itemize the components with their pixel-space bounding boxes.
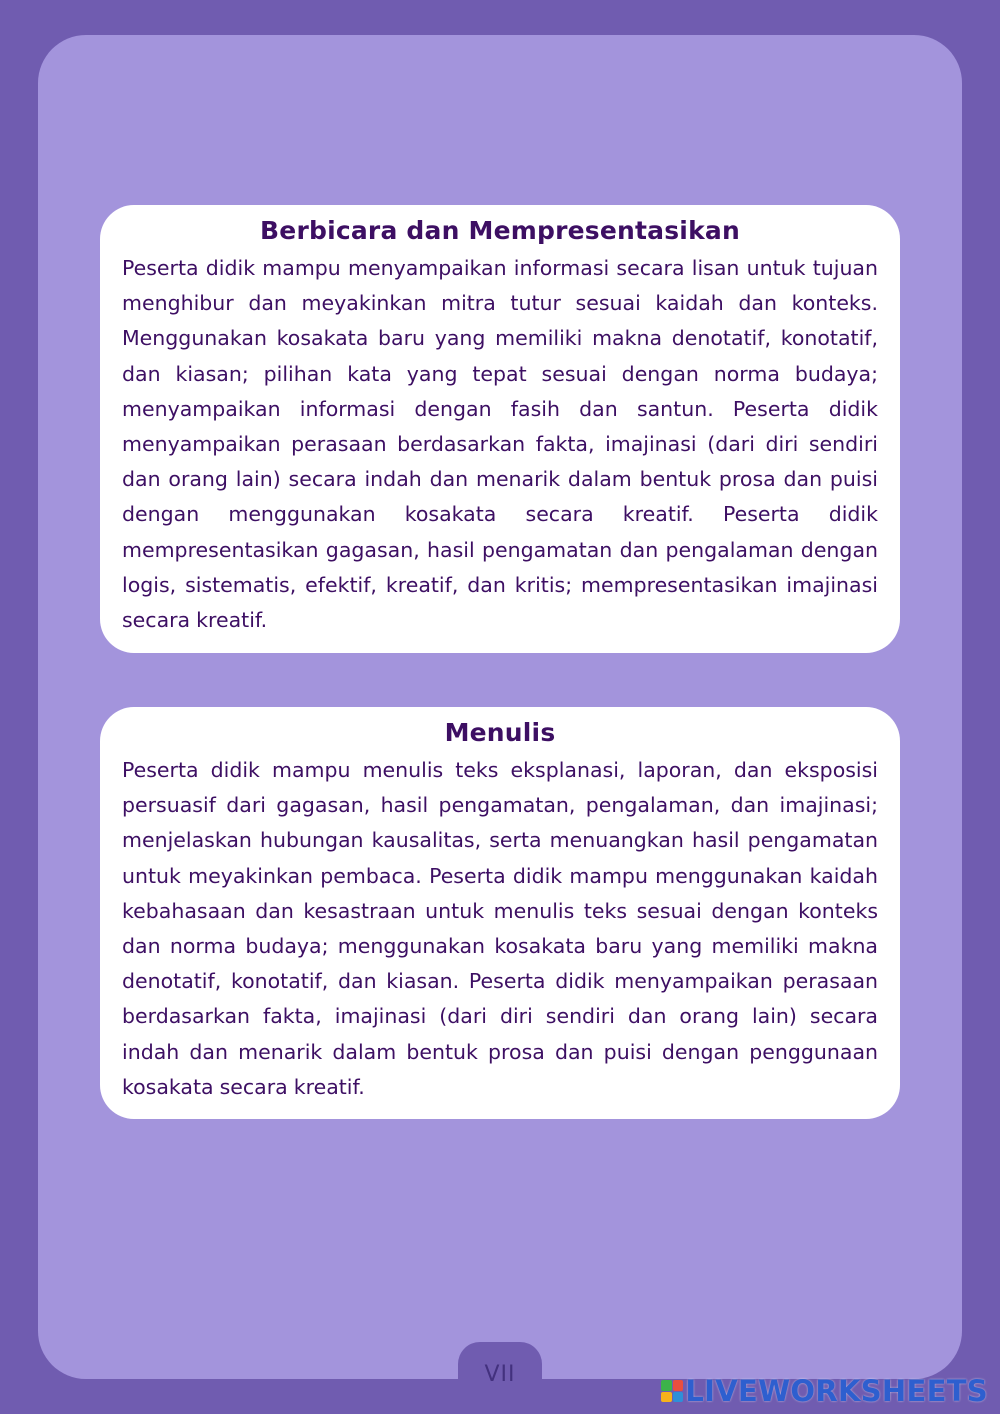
section-title: Menulis [444, 718, 556, 747]
liveworksheets-watermark [661, 1374, 988, 1408]
section-title: Berbicara dan Mempresentasikan [260, 216, 740, 245]
logo-square-yellow [661, 1392, 672, 1403]
section-card-berbicara [100, 205, 900, 653]
liveworksheets-logo-icon [661, 1380, 683, 1402]
logo-square-red [673, 1380, 684, 1391]
page-number-tab [458, 1342, 542, 1414]
section-body: Peserta didik mampu menyampaikan informasi secara lisan untuk tujuan menghibur dan meyakinkan mitra tutur sesuai kaidah dan konteks. Menggunakan kosakata baru yang memiliki makna denotatif, konotatif, dan kiasan; pilihan kata yang tepat sesuai dengan norma budaya; menyampaikan informasi dengan fasih dan santun. Peserta didik menyampaikan perasaan berdasarkan fakta, imajinasi (dari diri sendiri dan orang lain) secara indah dan menarik dalam bentuk prosa dan puisi dengan menggunakan kosakata secara kreatif. Peserta didik mempresentasikan gagasan, hasil pengamatan dan pengalaman dengan logis, sistematis, efektif, kreatif, dan kritis; mempresentasikan imajinasi secara kreatif. [122, 256, 878, 633]
section-body: Peserta didik mampu menulis teks eksplanasi, laporan, dan eksposisi persuasif dari gagasan, hasil pengamatan, pengalaman, dan imajinasi; menjelaskan hubungan kausalitas, serta menuangkan hasil pengamatan untuk meyakinkan pembaca. Peserta didik mampu menggunakan kaidah kebahasaan dan kesastraan untuk menulis teks sesuai dengan konteks dan norma budaya; menggunakan kosakata baru yang memiliki makna denotatif, konotatif, dan kiasan. Peserta didik menyampaikan perasaan berdasarkan fakta, imajinasi (dari diri sendiri dan orang lain) secara indah dan menarik dalam bentuk prosa dan puisi dengan penggunaan kosakata secara kreatif. [122, 758, 878, 1099]
logo-square-blue [673, 1392, 684, 1403]
page-number: VII [484, 1362, 516, 1387]
watermark-text: LIVEWORKSHEETS [685, 1374, 988, 1408]
section-card-menulis [100, 707, 900, 1119]
logo-square-green [661, 1380, 672, 1391]
